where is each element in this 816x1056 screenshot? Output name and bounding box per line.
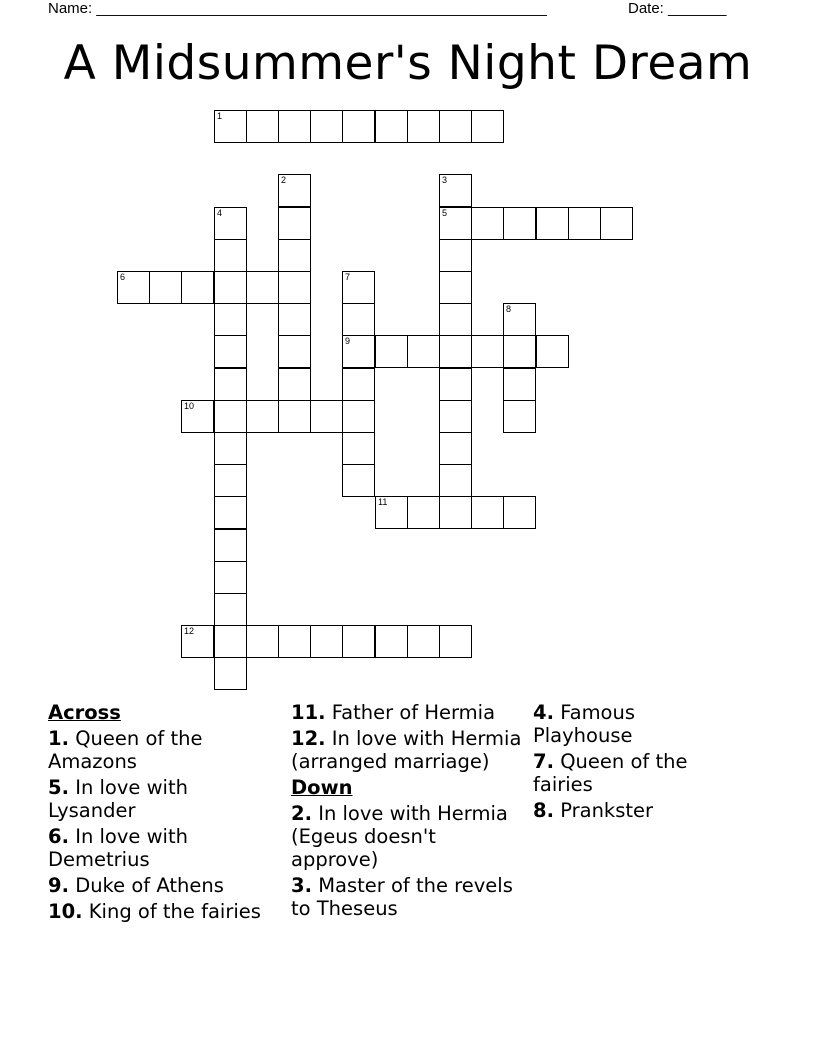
clue-number-label: 6 [120, 272, 126, 282]
grid-cell[interactable] [278, 271, 311, 304]
grid-cell[interactable] [471, 207, 504, 240]
grid-cell[interactable] [214, 657, 247, 690]
grid-cell[interactable] [439, 110, 472, 143]
clue-item [533, 799, 703, 822]
grid-cell[interactable] [214, 239, 247, 272]
clue-number: 8. [533, 799, 554, 822]
grid-cell[interactable] [503, 207, 536, 240]
grid-cell[interactable] [471, 110, 504, 143]
clue-text: Father of Hermia [331, 701, 496, 724]
grid-cell[interactable] [342, 303, 375, 336]
grid-cell[interactable] [536, 207, 569, 240]
grid-cell[interactable] [342, 625, 375, 658]
grid-cell[interactable] [214, 464, 247, 497]
grid-cell[interactable] [246, 271, 279, 304]
clue-number: 3. [291, 874, 312, 897]
grid-cell[interactable] [600, 207, 633, 240]
grid-cell[interactable] [342, 335, 375, 368]
grid-cell[interactable] [278, 110, 311, 143]
name-field[interactable]: Name: ______________________________________________________ [48, 0, 547, 17]
grid-cell[interactable] [246, 625, 279, 658]
grid-cell[interactable] [439, 496, 472, 529]
clue-number: 4. [533, 701, 554, 724]
clue-column-1 [48, 701, 273, 926]
clue-number-label: 3 [442, 175, 448, 185]
grid-cell[interactable] [214, 303, 247, 336]
grid-cell[interactable] [503, 303, 536, 336]
grid-cell[interactable] [471, 496, 504, 529]
grid-cell[interactable] [342, 432, 375, 465]
grid-cell[interactable] [407, 625, 440, 658]
clue-item [48, 874, 273, 897]
clue-number-label: 5 [442, 208, 448, 218]
clue-number: 7. [533, 750, 554, 773]
grid-cell[interactable] [407, 110, 440, 143]
grid-cell[interactable] [310, 625, 343, 658]
grid-cell[interactable] [439, 400, 472, 433]
grid-cell[interactable] [439, 432, 472, 465]
clue-number: 11. [291, 701, 326, 724]
grid-cell[interactable] [503, 400, 536, 433]
grid-cell[interactable] [375, 496, 408, 529]
clue-number: 2. [291, 802, 312, 825]
grid-cell[interactable] [503, 496, 536, 529]
clue-number-label: 9 [345, 336, 351, 346]
clue-column-3 [533, 701, 703, 825]
grid-cell[interactable] [181, 400, 214, 433]
grid-cell[interactable] [278, 400, 311, 433]
clue-item [291, 727, 526, 773]
grid-cell[interactable] [439, 335, 472, 368]
grid-cell[interactable] [471, 335, 504, 368]
clue-number-label: 10 [184, 401, 195, 411]
grid-cell[interactable] [278, 303, 311, 336]
clue-number: 10. [48, 900, 83, 923]
clue-item [48, 900, 273, 923]
clue-text: Queen of the Amazons [48, 727, 203, 773]
clue-text: Master of the revels to Theseus [291, 874, 513, 920]
clue-item [291, 701, 526, 724]
grid-cell[interactable] [214, 496, 247, 529]
clue-text: Prankster [560, 799, 654, 822]
clue-number: 12. [291, 727, 326, 750]
grid-cell[interactable] [439, 207, 472, 240]
grid-cell[interactable] [214, 110, 247, 143]
clue-number: 5. [48, 776, 69, 799]
clue-number-label: 4 [217, 208, 223, 218]
clue-number: 6. [48, 825, 69, 848]
clue-item [291, 802, 526, 871]
clue-item [48, 825, 273, 871]
clue-number-label: 8 [506, 304, 512, 314]
grid-cell[interactable] [439, 303, 472, 336]
grid-cell[interactable] [278, 174, 311, 207]
grid-cell[interactable] [278, 335, 311, 368]
grid-cell[interactable] [214, 368, 247, 401]
grid-cell[interactable] [214, 271, 247, 304]
grid-cell[interactable] [246, 110, 279, 143]
grid-cell[interactable] [503, 368, 536, 401]
grid-cell[interactable] [278, 207, 311, 240]
grid-cell[interactable] [503, 335, 536, 368]
clue-text: Queen of the fairies [533, 750, 688, 796]
grid-cell[interactable] [342, 464, 375, 497]
clue-text: Famous Playhouse [533, 701, 636, 747]
clue-number-label: 11 [378, 497, 388, 507]
grid-cell[interactable] [439, 625, 472, 658]
grid-cell[interactable] [214, 593, 247, 626]
page-title: A Midsummer's Night Dream [63, 36, 753, 91]
clue-number: 1. [48, 727, 69, 750]
grid-cell[interactable] [278, 368, 311, 401]
grid-cell[interactable] [181, 271, 214, 304]
clue-number-label: 1 [217, 111, 223, 121]
grid-cell[interactable] [214, 625, 247, 658]
clue-text: In love with Hermia (Egeus doesn't approve) [291, 802, 508, 871]
grid-cell[interactable] [342, 368, 375, 401]
grid-cell[interactable] [278, 625, 311, 658]
across-heading: Across [48, 701, 121, 724]
grid-cell[interactable] [342, 110, 375, 143]
grid-cell[interactable] [246, 400, 279, 433]
clue-text: In love with Lysander [48, 776, 188, 822]
clue-text: King of the fairies [88, 900, 261, 923]
grid-cell[interactable] [375, 625, 408, 658]
grid-cell[interactable] [407, 335, 440, 368]
clue-number-label: 2 [281, 175, 287, 185]
grid-cell[interactable] [439, 239, 472, 272]
clue-text: In love with Demetrius [48, 825, 188, 871]
clue-text: In love with Hermia (arranged marriage) [291, 727, 522, 773]
grid-cell[interactable] [181, 625, 214, 658]
grid-cell[interactable] [214, 529, 247, 562]
grid-cell[interactable] [407, 496, 440, 529]
clue-number: 9. [48, 874, 69, 897]
grid-cell[interactable] [342, 271, 375, 304]
grid-cell[interactable] [439, 464, 472, 497]
clue-number-label: 7 [345, 272, 351, 282]
grid-cell[interactable] [439, 271, 472, 304]
grid-cell[interactable] [149, 271, 182, 304]
grid-cell[interactable] [342, 400, 375, 433]
grid-cell[interactable] [214, 561, 247, 594]
grid-cell[interactable] [375, 335, 408, 368]
clue-text: Duke of Athens [75, 874, 224, 897]
grid-cell[interactable] [439, 174, 472, 207]
clue-number-label: 12 [184, 626, 195, 636]
grid-cell[interactable] [568, 207, 601, 240]
grid-cell[interactable] [214, 400, 247, 433]
grid-cell[interactable] [214, 207, 247, 240]
grid-cell[interactable] [310, 400, 343, 433]
clue-item [48, 776, 273, 822]
date-field[interactable]: Date: _______ [628, 0, 727, 17]
grid-cell[interactable] [214, 432, 247, 465]
clue-item [48, 727, 273, 773]
clue-item [291, 874, 526, 920]
grid-cell[interactable] [214, 335, 247, 368]
grid-cell[interactable] [117, 271, 150, 304]
clue-column-2 [291, 701, 526, 923]
clue-item [533, 701, 703, 747]
grid-cell[interactable] [375, 110, 408, 143]
clue-item [533, 750, 703, 796]
down-heading: Down [291, 776, 353, 799]
grid-cell[interactable] [278, 239, 311, 272]
grid-cell[interactable] [310, 110, 343, 143]
grid-cell[interactable] [439, 368, 472, 401]
grid-cell[interactable] [536, 335, 569, 368]
